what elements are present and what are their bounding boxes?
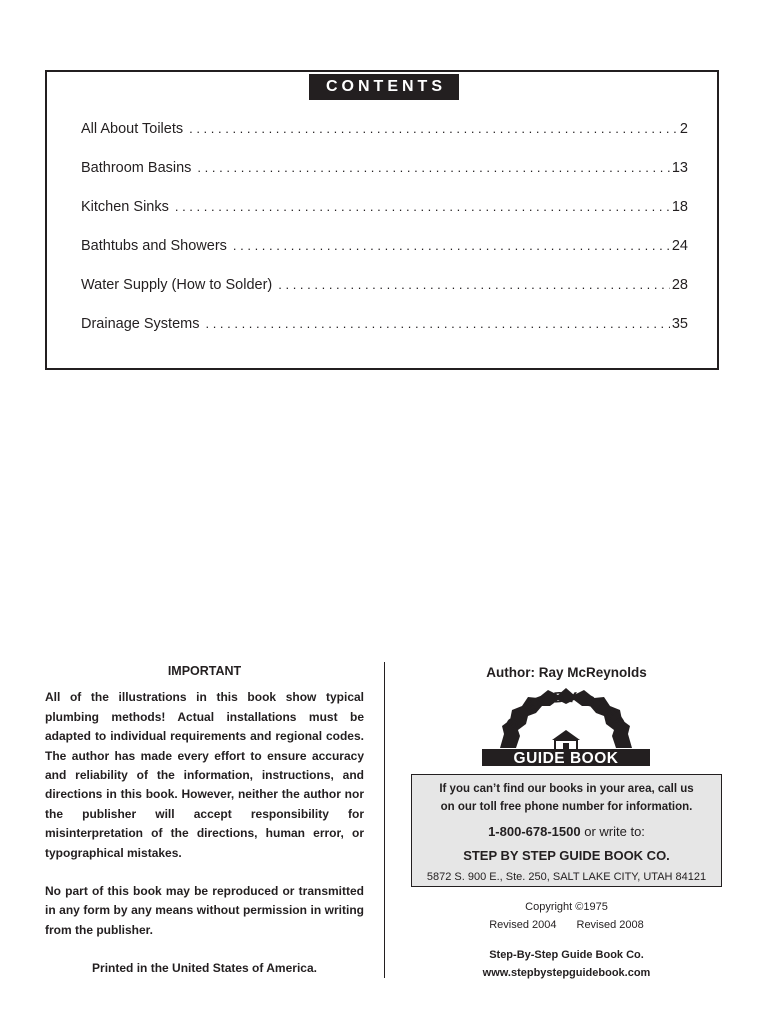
toc-leader-dots — [189, 121, 678, 136]
toc-leader-dots — [175, 199, 670, 214]
website-link[interactable]: www.stepbystepguidebook.com — [482, 967, 651, 979]
toc-entry[interactable] — [81, 277, 688, 316]
company-name: STEP BY STEP GUIDE BOOK CO. — [463, 848, 670, 863]
author-line: Author: Ray McReynolds — [486, 665, 647, 680]
phone-suffix: or write to: — [580, 824, 645, 839]
important-heading: IMPORTANT — [167, 664, 242, 678]
toc-entry-title: Kitchen Sinks — [81, 199, 169, 215]
logo-arc-text: STEP BY STEP — [502, 688, 630, 734]
printed-in-text: Printed in the United States of America. — [92, 961, 317, 976]
step-by-step-guide-book-logo — [480, 686, 652, 766]
info-line-1: If you can’t find our books in your area, call us — [439, 783, 694, 795]
company-address: 5872 S. 900 E., Ste. 250, SALT LAKE CITY, UTAH 84121 — [426, 871, 707, 883]
publisher-info — [411, 662, 722, 979]
copyright-block — [411, 898, 722, 934]
toc-entry-title: All About Toilets — [81, 121, 184, 137]
toc-entry[interactable] — [81, 316, 688, 355]
copyright-line: Copyright ©1975 — [525, 901, 608, 913]
toc-entry-title: Bathtubs and Showers — [81, 238, 227, 254]
toc-entry[interactable] — [81, 121, 688, 160]
publisher-name: Step-By-Step Guide Book Co. — [489, 949, 644, 961]
phone-line — [412, 824, 721, 839]
toc-entry-title: Bathroom Basins — [81, 160, 192, 176]
disclaimer-text: All of the illustrations in this book show typical plumbing methods! Actual installations must be adapted to individual requirements and regional codes. The author has made every effort to ensure accuracy and reliability of the information, instructions, and directions in this book. However, neither the author nor the publisher will accept responsibility for misinterpretation of the directions, human error, or typographical mistakes. — [45, 690, 364, 860]
toc-entry[interactable] — [81, 199, 688, 238]
toc-entry-page: 28 — [671, 277, 688, 293]
toc-entry[interactable] — [81, 238, 688, 277]
info-line-2: on our toll free phone number for information. — [440, 800, 693, 813]
toc-entry-title: Water Supply (How to Solder) — [81, 277, 273, 293]
toc-entry[interactable] — [81, 160, 688, 199]
revised-2004: Revised 2004 — [489, 919, 557, 931]
contact-info-box — [411, 774, 722, 887]
toc-leader-dots — [197, 160, 669, 175]
toc-entry-page: 18 — [671, 199, 688, 215]
contents-box — [45, 70, 719, 370]
toc-entry-page: 13 — [671, 160, 688, 176]
toc-leader-dots — [278, 277, 670, 292]
toc-leader-dots — [205, 316, 669, 331]
important-notice — [45, 662, 364, 979]
revised-line — [411, 916, 722, 934]
contents-heading: CONTENTS — [309, 74, 459, 100]
publisher-contact — [411, 946, 722, 982]
toc-entry-page: 24 — [671, 238, 688, 254]
rights-text: No part of this book may be reproduced or transmitted in any form by any means without permission in writing from the publisher. — [45, 884, 364, 937]
toc-leader-dots — [233, 238, 670, 253]
toc-entry-page: 2 — [679, 121, 688, 137]
column-divider — [384, 662, 385, 978]
phone-number[interactable]: 1-800-678-1500 — [488, 824, 581, 839]
toc-entry-title: Drainage Systems — [81, 316, 200, 332]
contents-list — [81, 121, 688, 355]
toc-entry-page: 35 — [671, 316, 688, 332]
revised-2008: Revised 2008 — [576, 919, 644, 931]
logo-guide-book-text: GUIDE BOOK — [513, 750, 619, 766]
